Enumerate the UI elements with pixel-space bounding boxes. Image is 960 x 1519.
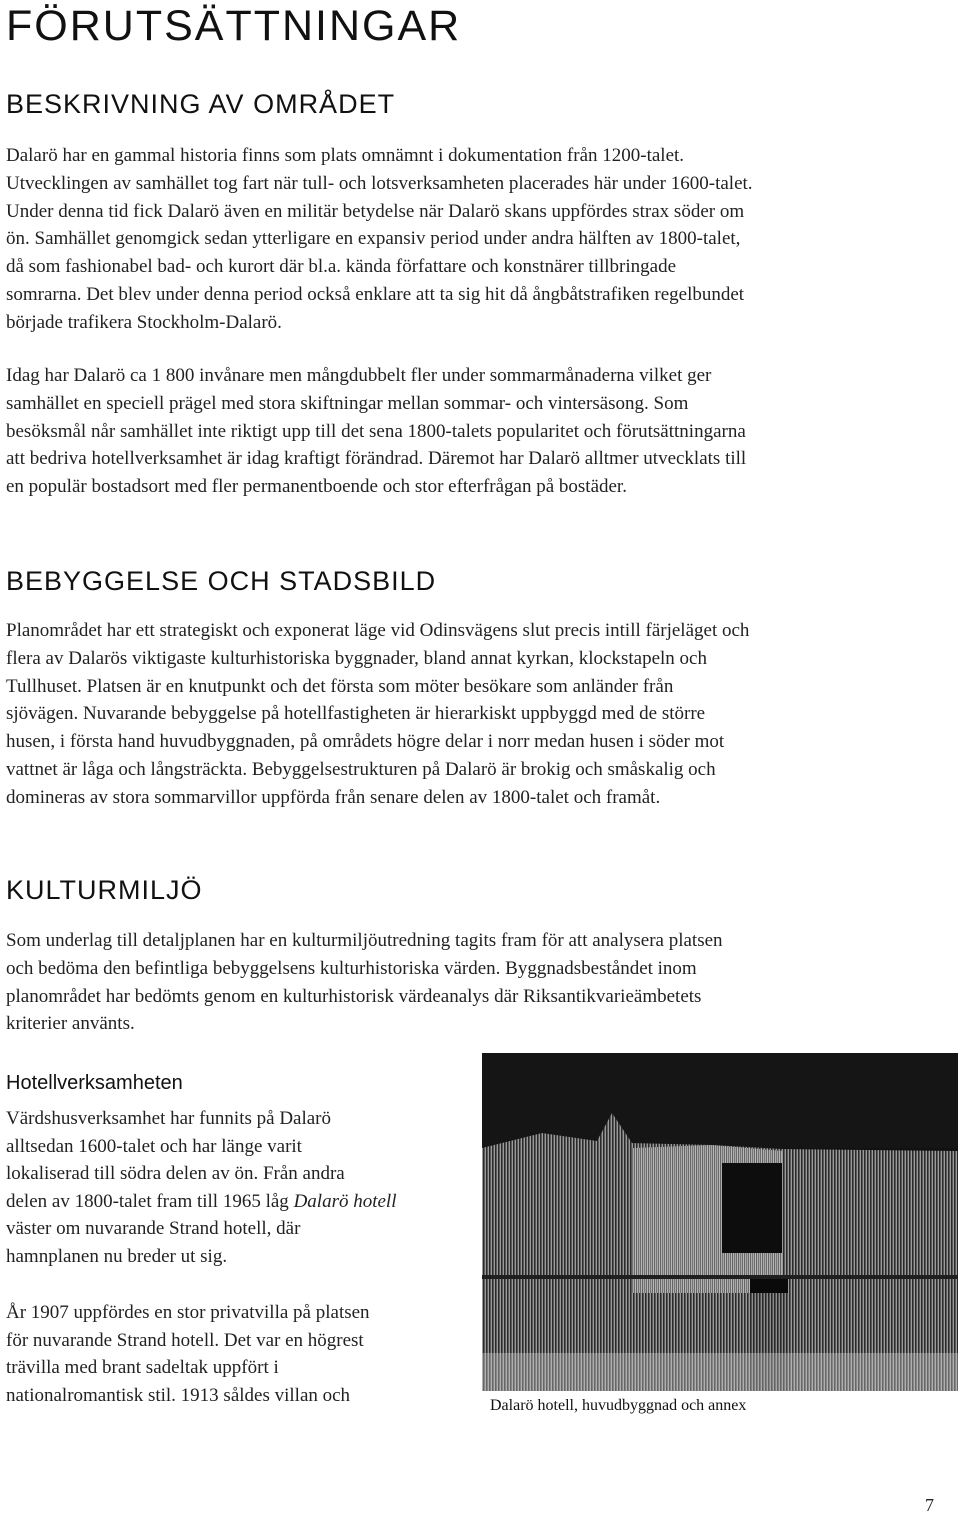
- text-line: husen, i första hand huvudbyggnaden, på områdets högre delar i norr medan husen i söder mot: [6, 731, 725, 753]
- text-line: planområdet har bedömts genom en kulturhistorisk värdeanalys där Riksantikvarieämbetets: [6, 985, 702, 1007]
- hotel-photo: [482, 1053, 958, 1391]
- text-line: besöksmål når samhället inte riktigt upp till det sena 1800-talets popularitet och förutsättningarna: [6, 420, 746, 442]
- text-line: domineras av stora sommarvillor uppförda från senare delen av 1800-talet och framåt.: [6, 786, 661, 808]
- text-line: [6, 1188, 476, 1216]
- paragraph-history: [6, 142, 940, 337]
- text-line: Dalarö har en gammal historia finns som plats omnämnt i dokumentation från 1200-talet.: [6, 145, 685, 166]
- text-line: och bedöma den befintliga bebyggelsens kulturhistoriska värden. Byggnadsbeståndet inom: [6, 957, 697, 979]
- text-line: då som fashionabel bad- och kurort där bl.a. kända författare och konstnärer tillbringade: [6, 256, 677, 278]
- text-line: kriterier använts.: [6, 1013, 135, 1035]
- text-line: alltsedan 1600-talet och har länge varit: [6, 1135, 302, 1157]
- text-line: samhället en speciell prägel med stora skiftningar mellan sommar- och vintersäsong. Som: [6, 392, 689, 414]
- text-segment: delen av 1800-talet fram till 1965 låg: [6, 1190, 294, 1212]
- text-line: väster om nuvarande Strand hotell, där: [6, 1218, 301, 1239]
- text-line: Tullhuset. Platsen är en knutpunkt och det första som möter besökare som anländer från: [6, 675, 674, 697]
- paragraph-privatvilla: [6, 1299, 476, 1409]
- hotel-photo-image: [482, 1053, 958, 1391]
- text-line: ön. Samhället genomgick sedan ytterligare en expansiv period under andra hälften av 1800-talet,: [6, 228, 741, 250]
- subheading-hotellverksamheten: Hotellverksamheten: [6, 1072, 183, 1094]
- text-line: Planområdet har ett strategiskt och exponerat läge vid Odinsvägens slut precis intill färjeläget och: [6, 620, 750, 641]
- text-line: somrarna. Det blev under denna period också enklare att ta sig hit då ångbåtstrafiken regelbundet: [6, 283, 745, 305]
- photo-caption: Dalarö hotell, huvudbyggnad och annex: [490, 1397, 747, 1414]
- text-line: en populär bostadsort med fler permanentboende och stor efterfrågan på bostäder.: [6, 476, 627, 498]
- text-line: att bedriva hotellverksamhet är idag kraftigt förändrad. Däremot har Dalarö alltmer utvecklats till: [6, 448, 747, 470]
- text-line: Under denna tid fick Dalarö även en militär betydelse när Dalarö skans uppfördes strax söder om: [6, 200, 745, 222]
- section-heading-bebyggelse: BEBYGGELSE OCH STADSBILD: [6, 566, 437, 596]
- italic-hotel-name: Dalarö hotell: [293, 1190, 397, 1212]
- section-heading-kulturmiljo: KULTURMILJÖ: [6, 875, 203, 905]
- paragraph-kulturmiljo: [6, 927, 940, 1038]
- text-line: började trafikera Stockholm-Dalarö.: [6, 311, 282, 333]
- text-line: flera av Dalarös viktigaste kulturhistoriska byggnader, bland annat kyrkan, klockstapeln och: [6, 647, 707, 669]
- paragraph-hotell-history: [6, 1105, 476, 1270]
- text-line: vattnet är låga och långsträckta. Bebyggelsestrukturen på Dalarö är brokig och småskalig och: [6, 758, 716, 780]
- paragraph-today: [6, 362, 940, 501]
- text-line: Som underlag till detaljplanen har en kulturmiljöutredning tagits fram för att analysera platsen: [6, 930, 723, 951]
- text-line: nationalromantisk stil. 1913 såldes villan och: [6, 1384, 351, 1406]
- paragraph-bebyggelse: [6, 617, 940, 812]
- text-line: Värdshusverksamhet har funnits på Dalarö: [6, 1108, 332, 1129]
- text-line: sjövägen. Nuvarande bebyggelse på hotellfastigheten är hierarkiskt uppbyggd med de större: [6, 703, 706, 725]
- text-line: Idag har Dalarö ca 1 800 invånare men mångdubbelt fler under sommarmånaderna vilket ger: [6, 365, 712, 386]
- page-number: 7: [925, 1495, 934, 1515]
- page-title: FÖRUTSÄTTNINGAR: [6, 2, 462, 50]
- text-line: Utvecklingen av samhället tog fart när tull- och lotsverksamheten placerades här under 1600-talet.: [6, 172, 753, 194]
- text-line: trävilla med brant sadeltak uppfört i: [6, 1357, 279, 1378]
- text-line: för nuvarande Strand hotell. Det var en högrest: [6, 1329, 364, 1351]
- text-line: År 1907 uppfördes en stor privatvilla på platsen: [6, 1302, 370, 1323]
- text-line: hamnplanen nu breder ut sig.: [6, 1245, 228, 1267]
- section-heading-beskrivning: BESKRIVNING AV OMRÅDET: [6, 89, 396, 119]
- text-line: lokaliserad till södra delen av ön. Från andra: [6, 1163, 345, 1184]
